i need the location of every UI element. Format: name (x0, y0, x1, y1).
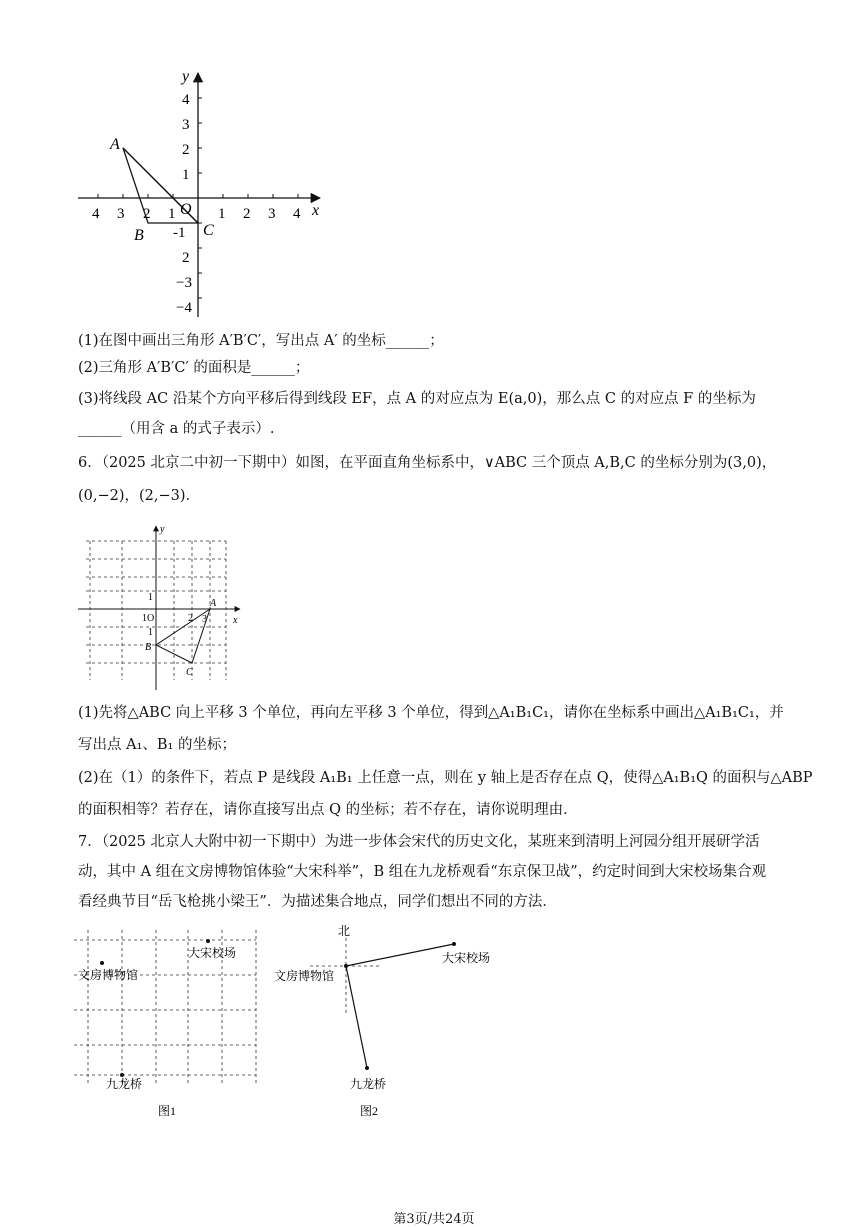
fig2-x-tick-2: 2 (188, 613, 193, 624)
q6-part1-line2: 写出点 A₁、B₁ 的坐标； (78, 737, 236, 753)
y-tick-neg2: 2 (182, 250, 190, 266)
q6-part1-line1: (1)先将△ABC 向上平移 3 个单位，再向左平移 3 个单位，得到△A₁B₁C₁，请你在坐标系中画出△A₁B₁C₁，并 (78, 705, 784, 721)
page-number: 第3页/共24页 (393, 1212, 475, 1227)
x-tick-neg4: 4 (92, 206, 100, 222)
fig4-bridge-point (365, 1066, 369, 1070)
y-tick-3: 3 (182, 117, 190, 133)
fig2-origin-label: 1O (142, 613, 155, 624)
y-tick-neg3: −3 (176, 275, 192, 291)
figure-2-grid-plane (78, 520, 253, 695)
x-tick-2: 2 (243, 206, 251, 222)
figure-3-grid-map (70, 925, 270, 1120)
fig2-point-a-tick: 3 (202, 614, 207, 625)
q6-part2-line2: 的面积相等？若存在，请你直接写出点 Q 的坐标；若不存在，请你说明理由． (78, 802, 578, 818)
fig3-museum-point (100, 961, 104, 965)
point-c-label: C (203, 222, 214, 239)
q5-part3-line1: (3)将线段 AC 沿某个方向平移后得到线段 EF，点 A 的对应点为 E(a,0)，那么点 C 的对应点 F 的坐标为 (78, 391, 756, 407)
x-tick-neg2: 2 (143, 206, 151, 222)
x-tick-4: 4 (293, 206, 301, 222)
y-tick-neg1: -1 (173, 225, 186, 241)
q6-part2-line1: (2)在（1）的条件下，若点 P 是线段 A₁B₁ 上任意一点，则在 y 轴上是否存在点 Q，使得△A₁B₁Q 的面积与△ABP (78, 770, 813, 786)
fig2-point-a-label: A (210, 598, 217, 609)
fig3-museum-label: 文房博物馆 (78, 968, 139, 982)
x-tick-1: 1 (218, 206, 226, 222)
fig3-school-point (206, 939, 210, 943)
figure-4-direction-map (270, 920, 510, 1120)
y-tick-2: 2 (182, 142, 190, 158)
fig4-school-point (452, 942, 456, 946)
q7-line2: 动，其中 A 组在文房博物馆体验“大宋科举”，B 组在九龙桥观看“东京保卫战”，约定时间到大宋校场集合观 (78, 864, 767, 880)
fig2-point-c-label: C (186, 667, 193, 678)
q6-stem-line2: (0,−2)，(2,−3)． (78, 488, 201, 504)
y-tick-4: 4 (182, 92, 190, 108)
fig3-bridge-label: 九龙桥 (106, 1077, 143, 1091)
x-axis-label: x (312, 202, 320, 219)
fig4-museum-label: 文房博物馆 (274, 969, 335, 983)
fig3-caption: 图1 (158, 1104, 177, 1118)
fig4-north-label: 北 (338, 924, 351, 938)
fig4-line-to-school (346, 944, 454, 966)
x-tick-neg3: 3 (117, 206, 125, 222)
fig2-y-label: y (160, 524, 165, 535)
q6-stem-line1: 6．（2025 北京二中初一下期中）如图，在平面直角坐标系中，∨ABC 三个顶点 A,B,C 的坐标分别为(3,0)， (78, 455, 777, 471)
fig4-caption: 图2 (360, 1104, 379, 1118)
fig2-tick-neg1: 1 (148, 627, 153, 638)
q7-line1: 7．（2025 北京人大附中初一下期中）为进一步体会宋代的历史文化，某班来到清明上河园分组开展研学活 (78, 834, 760, 850)
point-b-label: B (134, 227, 144, 244)
point-a-label: A (110, 136, 120, 153)
y-tick-neg4: −4 (176, 300, 192, 316)
origin-label: O (180, 201, 192, 218)
figure-1-coordinate-plane (70, 65, 335, 325)
fig4-line-to-bridge (346, 966, 367, 1068)
q5-part3-line2: ______（用含 a 的式子表示）. (78, 421, 275, 437)
q5-part2: (2)三角形 A′B′C′ 的面积是______； (78, 360, 310, 376)
q5-part1: (1)在图中画出三角形 A′B′C′，写出点 A′ 的坐标______； (78, 333, 444, 349)
y-axis-label: y (182, 68, 190, 85)
y-tick-1: 1 (182, 167, 190, 183)
fig2-x-label: x (233, 615, 238, 626)
fig2-point-b-label: B (145, 642, 152, 653)
fig4-bridge-label: 九龙桥 (350, 1077, 387, 1091)
q7-line3: 看经典节目“岳飞枪挑小梁王”．为描述集合地点，同学们想出不同的方法． (78, 894, 557, 910)
x-tick-3: 3 (268, 206, 276, 222)
fig3-school-label: 大宋校场 (188, 946, 237, 960)
x-tick-neg1: 1 (168, 206, 176, 222)
fig4-museum-point (344, 964, 348, 968)
fig2-tick-1: 1 (148, 592, 153, 603)
fig4-school-label: 大宋校场 (442, 951, 491, 965)
